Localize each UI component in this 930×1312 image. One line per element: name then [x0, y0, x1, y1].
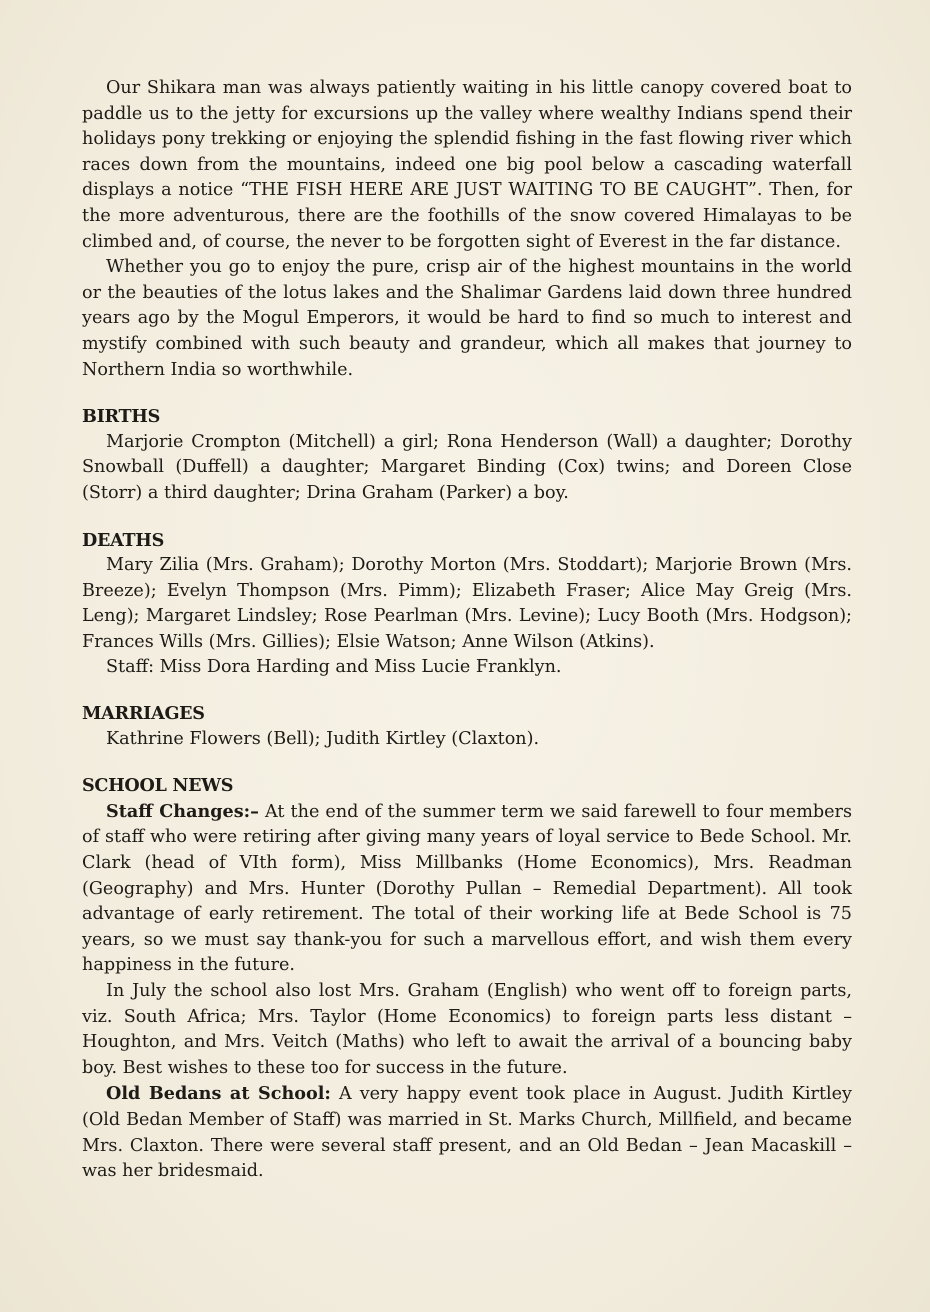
- births-text: Marjorie Crompton (Mitchell) a girl; Rona Henderson (Wall) a daughter; Dorothy Snowball (Duffell) a daughter; Margaret Binding (Cox) twins; and Doreen Close (Storr) a third daughter; Drina Graham (Parker) a boy.: [82, 431, 852, 503]
- births-heading: BIRTHS: [82, 406, 161, 428]
- spacer: [82, 507, 852, 528]
- spacer: [82, 752, 852, 773]
- staff-changes-lead: Staff Changes:–: [106, 800, 259, 822]
- old-bedans-lead: Old Bedans at School:: [106, 1083, 331, 1105]
- spacer: [82, 681, 852, 701]
- deaths-staff: Staff: Miss Dora Harding and Miss Lucie Franklyn.: [106, 657, 562, 678]
- old-bedans-text: A very happy event took place in August. Judith Kirtley (Old Bedan Member of Staff) was married in St. Marks Church, Millfield, and became Mrs. Claxton. There were several staff present, and an Old Bedan – Jean Macaskill – was her bridesmaid.: [82, 1084, 852, 1182]
- marriages-text: Kathrine Flowers (Bell); Judith Kirtley (Claxton).: [106, 728, 540, 749]
- staff-changes-text: At the end of the summer term we said farewell to four members of staff who were retiring after giving many years of loyal service to Bede School. Mr. Clark (head of VIth form), Miss Millbanks (Home Economics), Mrs. Readman (Geography) and Mrs. Hunter (Dorothy Pullan – Remedial Department). All took advantage of early retirement. The total of their working life at Bede School is 75 years, so we must say thank-you for such a marvellous effort, and wish them every happiness in the future.: [82, 801, 852, 976]
- marriages-heading: MARRIAGES: [82, 703, 205, 725]
- spacer: [82, 383, 852, 404]
- article-body: [82, 76, 852, 1185]
- staff-changes-paragraph: [82, 799, 852, 979]
- intro-paragraph-1: Our Shikara man was always patiently waiting in his little canopy covered boat to paddle us to the jetty for excursions up the valley where wealthy Indians spend their holidays pony trekking or enjoying the splendid fishing in the fast flowing river which races down from the mountains, indeed one big pool below a cascading waterfall displays a notice “THE FISH HERE ARE JUST WAITING TO BE CAUGHT”. Then, for the more adventurous, there are the foothills of the snow covered Himalayas to be climbed and, of course, the never to be forgotten sight of Everest in the far distance.: [82, 78, 852, 252]
- old-bedans-paragraph: [82, 1081, 852, 1184]
- deaths-heading: DEATHS: [82, 529, 164, 551]
- july-paragraph: In July the school also lost Mrs. Graham (English) who went off to foreign parts, viz. South Africa; Mrs. Taylor (Home Economics) to foreign parts less distant – Houghton, and Mrs. Veitch (Maths) who left to await the arrival of a bouncing baby boy. Best wishes to these too for success in the future.: [82, 981, 852, 1078]
- deaths-text: Mary Zilia (Mrs. Graham); Dorothy Morton (Mrs. Stoddart); Marjorie Brown (Mrs. Breeze); Evelyn Thompson (Mrs. Pimm); Elizabeth Fraser; Alice May Greig (Mrs. Leng); Margaret Lindsley; Rose Pearlman (Mrs. Levine); Lucy Booth (Mrs. Hodgson); Frances Wills (Mrs. Gillies); Elsie Watson; Anne Wilson (Atkins).: [82, 555, 852, 652]
- school-news-heading: SCHOOL NEWS: [82, 775, 234, 797]
- intro-paragraph-2: Whether you go to enjoy the pure, crisp air of the highest mountains in the world or the beauties of the lotus lakes and the Shalimar Gardens laid down three hundred years ago by the Mogul Emperors, it would be hard to find so much to interest and mystify combined with such beauty and grandeur, which all makes that journey to Northern India so worthwhile.: [82, 257, 852, 380]
